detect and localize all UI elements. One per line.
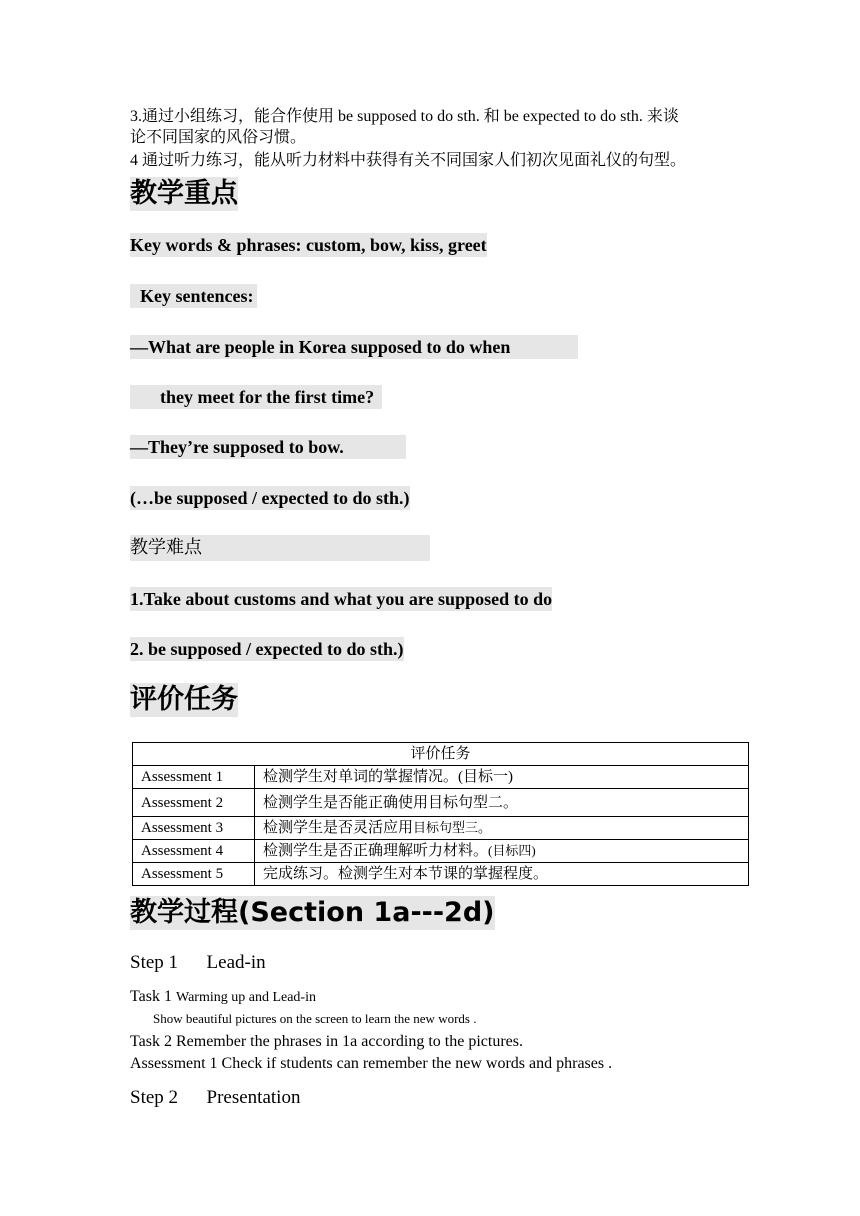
assessment-name: Assessment 5 <box>133 863 255 886</box>
key-question-line-1: —What are people in Korea supposed to do when <box>130 335 578 359</box>
assessment-name: Assessment 3 <box>133 817 255 840</box>
assessment-name: Assessment 2 <box>133 789 255 817</box>
key-answer: —They’re supposed to bow. <box>130 435 406 459</box>
key-words: Key words & phrases: custom, bow, kiss, greet <box>130 235 487 255</box>
difficulties-heading: 教学难点 <box>130 535 430 561</box>
table-row <box>133 789 749 817</box>
assessment-desc: 完成练习。检测学生对本节课的掌握程度。 <box>255 863 749 886</box>
task-1-detail: Show beautiful pictures on the screen to learn the new words . <box>153 1011 477 1026</box>
step-2: Step 2 Presentation <box>130 1087 301 1108</box>
table-row <box>133 840 749 863</box>
key-structure: (…be supposed / expected to do sth.) <box>130 488 410 508</box>
assessment-desc: 检测学生是否能正确使用目标句型二。 <box>255 789 749 817</box>
objective-3-line-1: 3.通过小组练习，能合作使用 be supposed to do sth. 和 be expected to do sth. 来谈 <box>130 108 679 125</box>
assessment-1-line: Assessment 1 Check if students can remember the new words and phrases . <box>130 1055 613 1072</box>
assessment-heading: 评价任务 <box>130 684 238 715</box>
table-title: 评价任务 <box>133 743 749 766</box>
assessment-table <box>132 742 749 886</box>
key-sentences-label: Key sentences: <box>130 284 257 308</box>
assessment-desc: 检测学生对单词的掌握情况。(目标一) <box>255 766 749 789</box>
key-question-line-2: they meet for the first time? <box>130 385 382 409</box>
table-row <box>133 863 749 886</box>
objective-3-line-2: 论不同国家的风俗习惯。 <box>130 129 307 146</box>
assessment-name: Assessment 1 <box>133 766 255 789</box>
table-row <box>133 766 749 789</box>
table-title-row <box>133 743 749 766</box>
difficulty-item-2: 2. be supposed / expected to do sth.) <box>130 639 404 659</box>
assessment-desc: 检测学生是否灵活应用目标句型三。 <box>255 817 749 840</box>
process-heading: 教学过程(Section 1a---2d) <box>130 897 495 928</box>
table-row <box>133 817 749 840</box>
step-1: Step 1 Lead-in <box>130 952 266 973</box>
difficulty-item-1: 1.Take about customs and what you are supposed to do <box>130 589 553 609</box>
key-points-heading: 教学重点 <box>130 178 238 209</box>
task-1: Task 1 Warming up and Lead-in <box>130 988 316 1005</box>
assessment-desc: 检测学生是否正确理解听力材料。(目标四) <box>255 840 749 863</box>
objective-4: 4 通过听力练习，能从听力材料中获得有关不同国家人们初次见面礼仪的句型。 <box>130 152 687 169</box>
task-2: Task 2 Remember the phrases in 1a according to the pictures. <box>130 1033 523 1050</box>
assessment-name: Assessment 4 <box>133 840 255 863</box>
